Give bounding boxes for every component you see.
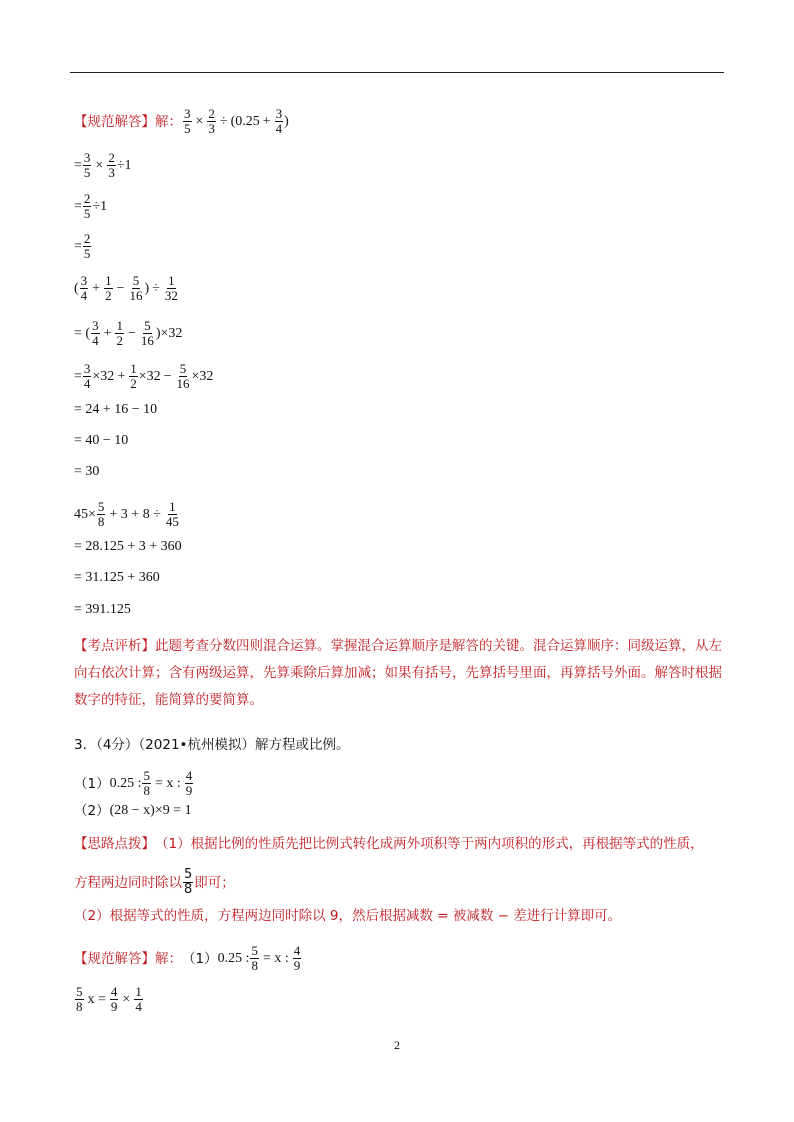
expression-text: 0.25 : xyxy=(217,950,250,966)
fraction: $\frac{1}{4}$ xyxy=(135,984,142,1014)
expression-text: 45× xyxy=(74,506,96,522)
solution-line-final xyxy=(74,944,302,973)
fraction: $\frac{3}{4}$ xyxy=(92,318,99,348)
fraction: $\frac{3}{4}$ xyxy=(83,361,91,391)
step-line: = $\frac{2}{5}$ ÷1 xyxy=(74,191,108,221)
expression-text: (0.25 xyxy=(230,113,260,129)
fraction: $\frac{1}{45}$ xyxy=(165,499,179,529)
question-sub-1 xyxy=(74,769,194,798)
step-line: = 30 xyxy=(74,464,100,479)
step-line: ( $\frac{3}{4}$ + $\frac{1}{2}$ − $\frac{5}{16}$ ) ÷ $\frac{1}{32}$ xyxy=(74,273,178,303)
expression-text: (28 − x)×9 = 1 xyxy=(109,803,192,818)
fraction: $\frac{3}{5}$ xyxy=(184,106,191,136)
step-line: = $\frac{3}{4}$ ×32 + $\frac{1}{2}$ ×32 − $\frac{5}{16}$ ×32 xyxy=(74,361,214,391)
analysis-text: 此题考查分数四则混合运算。掌握混合运算顺序是解答的关键。混合运算顺序：同级运算，从左向右依次计算；含有两级运算，先算乘除后算加减；如果有括号，先算括号里面，再算括号外面。解答时根据数字的特征，能简算的要简算。 xyxy=(74,638,722,708)
sub-index: （1） xyxy=(74,775,110,792)
fraction: $\frac{5}{16}$ xyxy=(129,273,143,303)
hint-text: 即可； xyxy=(194,874,235,891)
solution-label: 【规范解答】 xyxy=(74,950,155,967)
page-number: 2 xyxy=(394,1038,400,1052)
header-rule xyxy=(70,72,724,73)
hint-label: 【思路点拨】 xyxy=(74,836,155,852)
step-line: = $\frac{3}{5}$ × $\frac{2}{3}$ ÷1 xyxy=(74,150,132,180)
fraction: $\frac{5}{8}$ xyxy=(143,768,150,798)
expression-text: ×32 xyxy=(92,368,115,384)
expression-text: = x : xyxy=(262,950,289,966)
fraction: $\frac{4}{9}$ xyxy=(185,768,193,798)
fraction: $\frac{5}{8}$ xyxy=(184,867,193,897)
fraction: $\frac{4}{9}$ xyxy=(293,943,301,973)
analysis-label: 【考点评析】 xyxy=(74,638,155,654)
fraction: $\frac{5}{16}$ xyxy=(176,361,190,391)
fraction: $\frac{1}{2}$ xyxy=(105,273,112,303)
hint-line-2 xyxy=(74,868,235,897)
fraction: $\frac{5}{8}$ xyxy=(251,943,258,973)
expression-text: = x : xyxy=(154,775,181,791)
step-line: = 31.125 + 360 xyxy=(74,570,160,585)
expression-text: 0.25 : xyxy=(109,775,142,791)
step-line xyxy=(74,985,144,1014)
fraction: $\frac{2}{5}$ xyxy=(83,231,91,261)
fraction: $\frac{2}{5}$ xyxy=(83,191,91,221)
question-header: 3．（4分）（2021•杭州模拟）解方程或比例。 xyxy=(74,737,350,753)
expression-text: x = xyxy=(87,991,106,1007)
step-line: = $\frac{2}{5}$ xyxy=(74,231,91,261)
step-line xyxy=(74,500,181,529)
expression-text: × xyxy=(122,991,131,1007)
expression-text: ÷1 xyxy=(116,157,132,173)
sub-index: （1） xyxy=(182,950,218,967)
fraction: $\frac{5}{16}$ xyxy=(140,318,154,348)
step-line: = 24 + 16 − 10 xyxy=(74,402,158,417)
solution-label: 【规范解答】 xyxy=(74,113,155,130)
question-sub-2 xyxy=(74,802,192,820)
expression-text: ×32 xyxy=(138,368,161,384)
expression-text: )×32 xyxy=(155,325,183,341)
hint-line-3: （2）根据等式的性质，方程两边同时除以 9，然后根据减数 = 被减数 − 差进行计算即可。 xyxy=(74,908,622,924)
solution-line-1: 【规范解答】 解： $\frac{3}{5}$ × $\frac{2}{3}$ ÷ (0.25 + $\frac{3}{4}$ ) xyxy=(74,106,289,136)
fraction: $\frac{1}{32}$ xyxy=(164,273,178,303)
hint-text: （1）根据比例的性质先把比例式转化成两外项积等于两内项积的形式，再根据等式的性质， xyxy=(155,836,704,852)
expression-text: + 3 + 8 ÷ xyxy=(109,506,161,522)
solution-jie: 解： xyxy=(155,950,182,967)
step-line: = ( $\frac{3}{4}$ + $\frac{1}{2}$ − $\frac{5}{16}$ )×32 xyxy=(74,318,183,348)
fraction: $\frac{5}{8}$ xyxy=(97,499,105,529)
analysis-paragraph xyxy=(74,633,724,714)
expression-text: ×32 xyxy=(191,368,214,384)
fraction: $\frac{3}{5}$ xyxy=(83,150,91,180)
fraction: $\frac{1}{2}$ xyxy=(130,361,137,391)
fraction: $\frac{3}{4}$ xyxy=(275,106,283,136)
fraction: $\frac{5}{8}$ xyxy=(76,984,83,1014)
fraction: $\frac{2}{3}$ xyxy=(108,150,115,180)
solution-jie: 解： xyxy=(155,113,182,130)
fraction: $\frac{4}{9}$ xyxy=(110,984,118,1014)
step-line: = 28.125 + 3 + 360 xyxy=(74,539,182,554)
fraction: $\frac{2}{3}$ xyxy=(208,106,215,136)
fraction: $\frac{1}{2}$ xyxy=(116,318,123,348)
hint-line-1 xyxy=(74,835,704,853)
fraction: $\frac{3}{4}$ xyxy=(80,273,88,303)
step-line: = 40 − 10 xyxy=(74,433,129,448)
hint-text: 方程两边同时除以 xyxy=(74,874,182,891)
expression-text: ÷1 xyxy=(92,198,108,214)
step-line: = 391.125 xyxy=(74,602,131,617)
sub-index: （2） xyxy=(74,803,110,819)
